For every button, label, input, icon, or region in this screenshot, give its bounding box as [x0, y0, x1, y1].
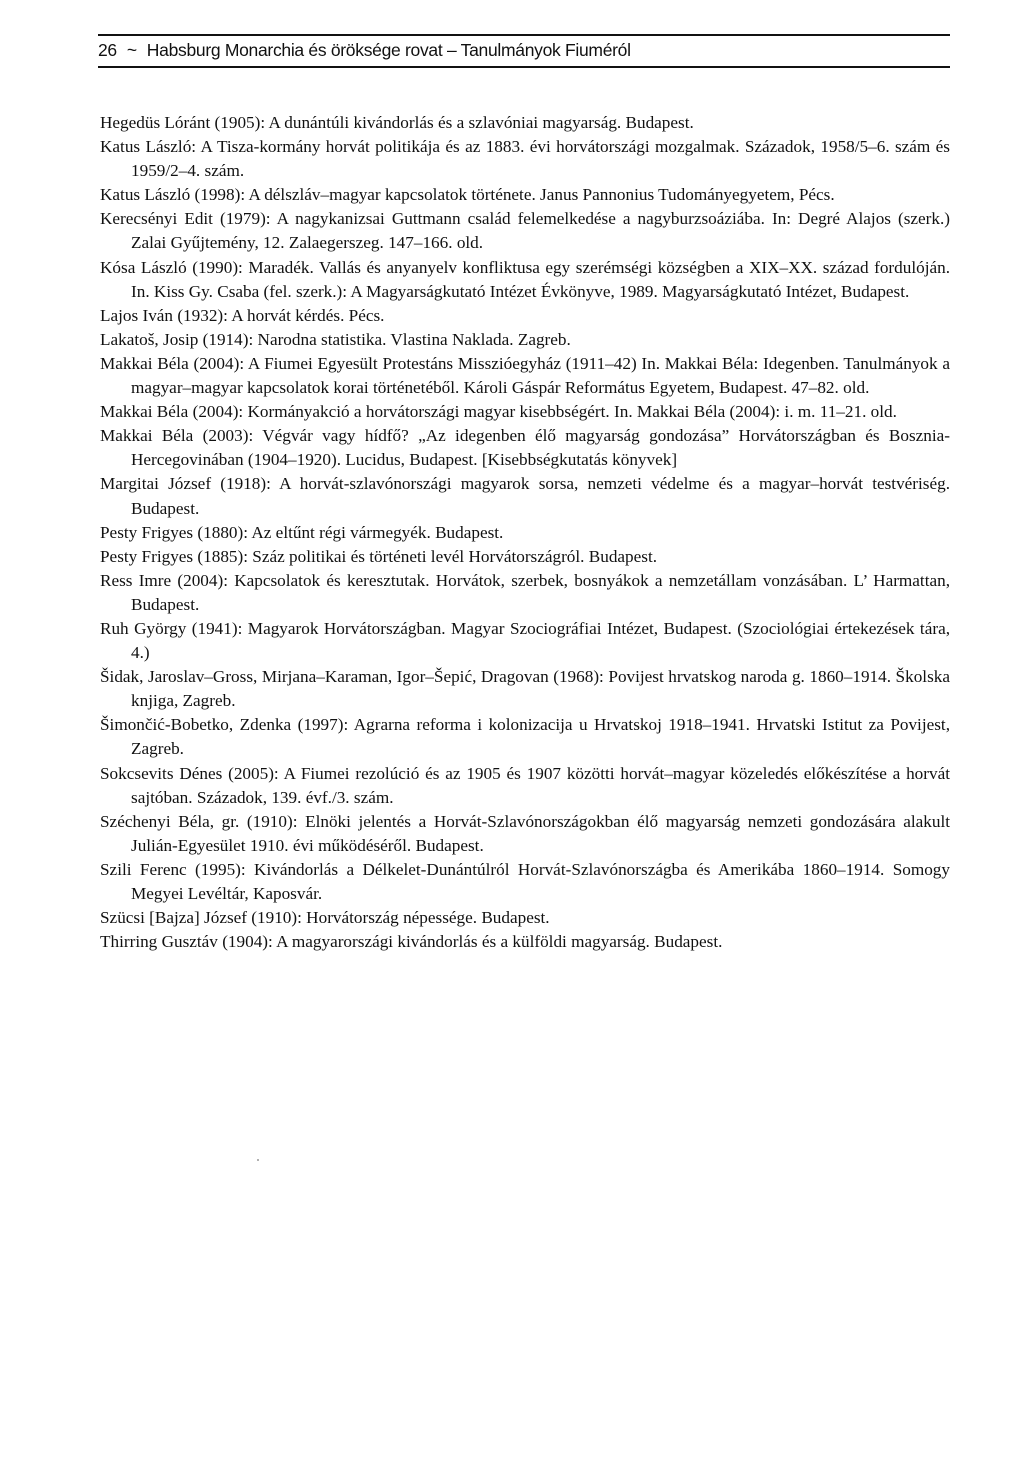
reference-entry: Szücsi [Bajza] József (1910): Horvátország népessége. Budapest. [100, 908, 550, 928]
reference-entry: Makkai Béla (2004): A Fiumei Egyesült Protestáns Misszióegyház (1911–42) In. Makkai Béla: Idegenben. Tanulmányok a magyar–magyar kapcsolatok korai történetéből. Károli Gáspár Református Egyetem, Budapest. 47–82. old. [100, 353, 950, 398]
reference-entry: Margitai József (1918): A horvát-szlavónországi magyarok sorsa, nemzeti védelme és a magyar–horvát testvériség. Budapest. [100, 474, 950, 518]
reference-entry: Katus László: A Tisza-kormány horvát politikája és az 1883. évi horvátországi mozgalmak. Századok, 1958/5–6. szám és 1959/2–4. szám. [100, 137, 950, 181]
page-number: 26 [98, 40, 117, 60]
reference-entry: Lakatoš, Josip (1914): Narodna statistika. Vlastina Naklada. Zagreb. [100, 329, 571, 349]
reference-entry: Katus László (1998): A délszláv–magyar kapcsolatok története. Janus Pannonius Tudományegyetem, Pécs. [100, 185, 835, 205]
reference-entry: Thirring Gusztáv (1904): A magyarországi kivándorlás és a külföldi magyarság. Budapest. [100, 932, 723, 952]
reference-entry: Pesty Frigyes (1885): Száz politikai és történeti levél Horvátországról. Budapest. [100, 546, 658, 566]
reference-entry: Šimončić-Bobetko, Zdenka (1997): Agrarna reforma i kolonizacija u Hrvatskoj 1918–1941. Hrvatski Istitut za Povijest, Zagreb. [100, 715, 950, 759]
reference-entry: Makkai Béla (2003): Végvár vagy hídfő? „Az idegenben élő magyarság gondozása” Horvátországban és Bosznia-Hercegovinában (1904–1920). Lucidus, Budapest. [Kisebbségkutatás könyvek] [100, 426, 950, 470]
reference-entry: Szili Ferenc (1995): Kivándorlás a Délkelet-Dunántúlról Horvát-Szlavónországba és Amerikába 1860–1914. Somogy Megyei Levéltár, Kaposvár. [100, 859, 950, 903]
reference-entry: Šidak, Jaroslav–Gross, Mirjana–Karaman, Igor–Šepić, Dragovan (1968): Povijest hrvatskog naroda g. 1860–1914. Školska knjiga, Zagreb. [100, 667, 950, 711]
reference-entry: Széchenyi Béla, gr. (1910): Elnöki jelentés a Horvát-Szlavónországokban élő magyarság nemzeti gondozására alakult Julián-Egyesület 1910. évi működéséről. Budapest. [100, 811, 950, 855]
reference-entry: Ress Imre (2004): Kapcsolatok és keresztutak. Horvátok, szerbek, bosnyákok a nemzetállam vonzásában. L’ Harmattan, Budapest. [100, 570, 950, 614]
header-title: Habsburg Monarchia és öröksége rovat – Tanulmányok Fiuméról [146, 40, 631, 60]
scan-speck [257, 1159, 259, 1161]
reference-entry: Pesty Frigyes (1880): Az eltűnt régi vármegyék. Budapest. [100, 522, 504, 542]
reference-entry: Ruh György (1941): Magyarok Horvátországban. Magyar Szociográfiai Intézet, Budapest. (Szociológiai értekezések tára, 4.) [100, 618, 950, 663]
reference-entry: Kerecsényi Edit (1979): A nagykanizsai Guttmann család felemelkedése a nagyburzsoáziába. In: Degré Alajos (szerk.) Zalai Gyűjtemény, 12. Zalaegerszeg. 147–166. old. [100, 209, 950, 253]
reference-entry: Lajos Iván (1932): A horvát kérdés. Pécs. [100, 305, 385, 325]
reference-entry: Hegedüs Lóránt (1905): A dunántúli kivándorlás és a szlavóniai magyarság. Budapest. [100, 113, 694, 132]
reference-entry: Sokcsevits Dénes (2005): A Fiumei rezolúció és az 1905 és 1907 közötti horvát–magyar közeledés előkészítése a horvát sajtóban. Századok, 139. évf./3. szám. [100, 763, 950, 807]
header-separator: ~ [126, 40, 137, 60]
reference-entry: Kósa László (1990): Maradék. Vallás és anyanyelv konfliktusa egy szerémségi községben a XIX–XX. század fordulóján. In. Kiss Gy. Csaba (fel. szerk.): A Magyarságkutató Intézet Évkönyve, 1989. Magyarságkutató Intézet, Budapest. [100, 257, 950, 301]
bibliography-list [100, 111, 950, 954]
reference-entry: Makkai Béla (2004): Kormányakció a horvátországi magyar kisebbségért. In. Makkai Béla (2004): i. m. 11–21. old. [100, 402, 897, 422]
running-header [98, 34, 950, 68]
